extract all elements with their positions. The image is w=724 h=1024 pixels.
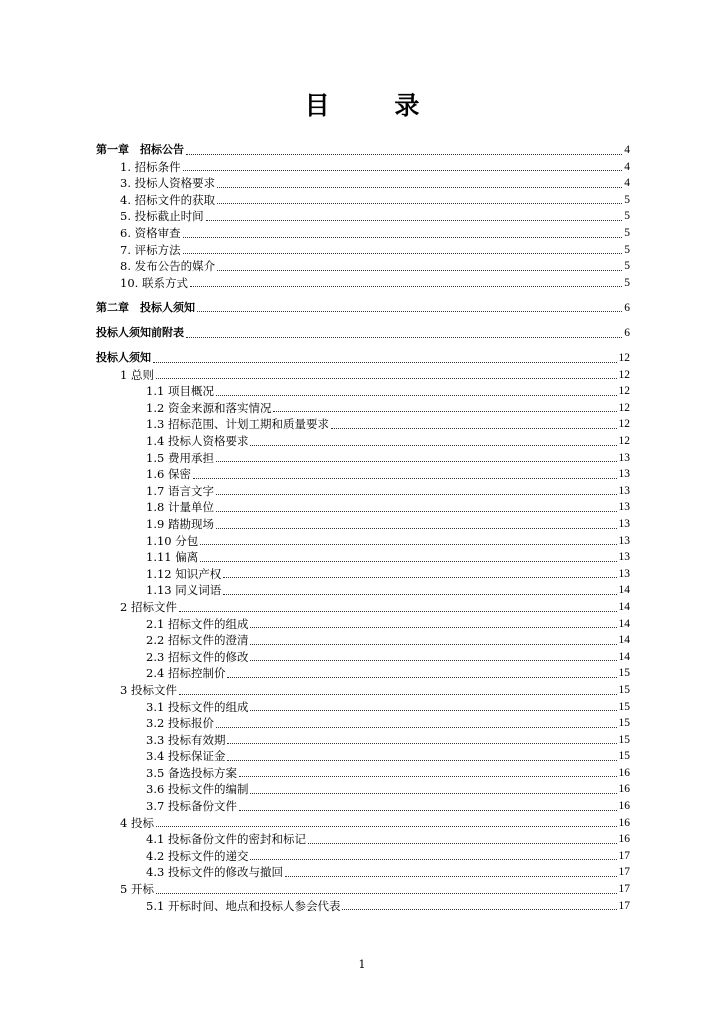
toc-entry-page: 16 xyxy=(618,833,630,846)
toc-entry-label: 4.3 投标文件的修改与撤回 xyxy=(146,865,283,880)
toc-entry-page: 14 xyxy=(618,617,630,630)
toc-entry-page: 4 xyxy=(624,160,630,173)
toc-entry[interactable] xyxy=(96,881,630,898)
toc-entry[interactable] xyxy=(96,732,630,749)
toc-dot-leader xyxy=(156,378,617,379)
toc-entry[interactable] xyxy=(96,798,630,815)
toc-entry[interactable] xyxy=(96,483,630,500)
toc-entry-page: 6 xyxy=(624,301,630,314)
toc-dot-leader xyxy=(250,859,616,860)
toc-entry-label: 1.12 知识产权 xyxy=(146,566,222,581)
toc-entry[interactable] xyxy=(96,225,630,242)
toc-entry-label: 1.5 费用承担 xyxy=(146,450,214,465)
toc-entry[interactable] xyxy=(96,549,630,566)
toc-dot-leader xyxy=(239,776,617,777)
toc-entry-page: 14 xyxy=(618,634,630,647)
toc-dot-leader xyxy=(179,611,617,612)
toc-entry-page: 12 xyxy=(618,435,630,447)
toc-entry-label: 3.3 投标有效期 xyxy=(146,732,226,747)
toc-entry-label: 1.7 语言文字 xyxy=(146,483,214,498)
toc-entry-page: 12 xyxy=(618,385,630,398)
toc-entry-page: 14 xyxy=(618,600,630,613)
toc-entry-page: 6 xyxy=(624,326,630,339)
toc-dot-leader xyxy=(217,203,622,204)
toc-entry-page: 13 xyxy=(618,551,630,564)
toc-entry[interactable] xyxy=(96,831,630,848)
toc-entry-page: 5 xyxy=(624,243,630,256)
toc-entry[interactable] xyxy=(96,208,630,225)
toc-dot-leader xyxy=(250,710,616,711)
toc-dot-leader xyxy=(186,337,622,338)
toc-entry[interactable] xyxy=(96,466,630,483)
toc-entry-label: 1.8 计量单位 xyxy=(146,500,214,515)
toc-entry-page: 15 xyxy=(618,667,630,680)
toc-dot-leader xyxy=(223,594,616,595)
toc-entry-label: 4.1 投标备份文件的密封和标记 xyxy=(146,832,306,847)
toc-entry-label: 2.1 招标文件的组成 xyxy=(146,616,249,631)
toc-dot-leader xyxy=(216,461,617,462)
toc-entry[interactable] xyxy=(96,616,630,633)
toc-entry[interactable] xyxy=(96,599,630,616)
toc-entry[interactable] xyxy=(96,765,630,782)
toc-entry-page: 17 xyxy=(618,849,630,862)
toc-dot-leader xyxy=(200,561,616,562)
toc-entry-page: 17 xyxy=(618,883,630,896)
toc-entry[interactable] xyxy=(96,665,630,682)
toc-dot-leader xyxy=(250,660,616,661)
table-of-contents xyxy=(96,142,630,914)
toc-entry[interactable] xyxy=(96,898,630,915)
toc-entry-label: 1.4 投标人资格要求 xyxy=(146,434,249,448)
toc-dot-leader xyxy=(227,677,616,678)
toc-entry-label: 7. 评标方法 xyxy=(120,242,181,257)
toc-dot-leader xyxy=(183,237,623,238)
toc-entry-label: 1.6 保密 xyxy=(146,467,191,482)
page-number: 1 xyxy=(358,958,366,971)
toc-entry-page: 13 xyxy=(618,468,630,481)
toc-dot-leader xyxy=(193,478,617,479)
toc-dot-leader xyxy=(308,843,617,844)
toc-entry-label: 1.3 招标范围、计划工期和质量要求 xyxy=(146,417,329,432)
toc-entry[interactable] xyxy=(96,300,630,317)
toc-dot-leader xyxy=(216,511,617,512)
toc-dot-leader xyxy=(206,220,623,221)
toc-entry-page: 15 xyxy=(618,750,630,763)
toc-entry-label: 4. 招标文件的获取 xyxy=(120,192,216,207)
toc-entry[interactable] xyxy=(96,516,630,533)
toc-entry-page: 12 xyxy=(618,401,630,414)
toc-entry-page: 17 xyxy=(618,866,630,879)
toc-entry-label: 1.2 资金来源和落实情况 xyxy=(146,400,272,415)
toc-entry-label: 1.11 偏离 xyxy=(146,550,199,565)
toc-entry-label: 3.5 备选投标方案 xyxy=(146,765,237,780)
toc-entry-page: 4 xyxy=(624,144,630,156)
toc-entry[interactable] xyxy=(96,649,630,666)
toc-dot-leader xyxy=(156,826,617,827)
toc-entry-label: 3.1 投标文件的组成 xyxy=(146,699,249,714)
toc-entry-page: 5 xyxy=(624,226,630,239)
toc-entry-page: 12 xyxy=(618,352,630,365)
toc-entry-label: 1.13 同义词语 xyxy=(146,583,222,598)
toc-entry-page: 13 xyxy=(618,484,630,497)
toc-dot-leader xyxy=(197,311,622,312)
toc-entry-page: 15 xyxy=(618,733,630,746)
toc-entry-page: 16 xyxy=(618,783,630,796)
toc-entry-label: 10. 联系方式 xyxy=(120,275,188,290)
toc-dot-leader xyxy=(331,428,617,429)
toc-entry-label: 1.10 分包 xyxy=(146,533,199,548)
toc-entry[interactable] xyxy=(96,864,630,881)
toc-dot-leader xyxy=(200,544,616,545)
toc-entry-label: 1.9 踏勘现场 xyxy=(146,516,214,531)
toc-entry-page: 12 xyxy=(618,418,630,431)
toc-dot-leader xyxy=(273,411,616,412)
toc-dot-leader xyxy=(250,445,616,446)
toc-entry-page: 16 xyxy=(618,816,630,829)
toc-entry-label: 第二章 投标人须知 xyxy=(96,300,195,314)
toc-entry-label: 3.6 投标文件的编制 xyxy=(146,782,249,797)
toc-entry-page: 13 xyxy=(618,567,630,580)
toc-entry-page: 16 xyxy=(618,766,630,779)
toc-entry-label: 第一章 招标公告 xyxy=(96,143,184,156)
toc-dot-leader xyxy=(156,893,617,894)
toc-entry-page: 12 xyxy=(618,368,630,381)
toc-dot-leader xyxy=(186,154,622,155)
page-title: 目 录 xyxy=(304,91,448,120)
toc-entry[interactable] xyxy=(96,632,630,649)
toc-entry[interactable] xyxy=(96,350,630,367)
toc-dot-leader xyxy=(217,270,622,271)
toc-entry-label: 投标人须知 xyxy=(96,351,151,365)
toc-entry-label: 3 投标文件 xyxy=(120,682,177,697)
toc-entry[interactable] xyxy=(96,159,630,176)
toc-entry-page: 14 xyxy=(618,650,630,663)
toc-entry[interactable] xyxy=(96,192,630,209)
toc-entry-label: 3.7 投标备份文件 xyxy=(146,799,237,814)
toc-entry[interactable] xyxy=(96,715,630,732)
toc-dot-leader xyxy=(285,876,617,877)
toc-entry[interactable] xyxy=(96,533,630,550)
toc-entry-label: 1. 招标条件 xyxy=(120,159,181,174)
toc-entry[interactable] xyxy=(96,499,630,516)
toc-entry-label: 8. 发布公告的媒介 xyxy=(120,259,216,274)
toc-entry-label: 投标人须知前附表 xyxy=(96,325,184,339)
toc-entry[interactable] xyxy=(96,175,630,192)
toc-dot-leader xyxy=(216,494,617,495)
toc-entry-label: 3.2 投标报价 xyxy=(146,716,214,731)
toc-dot-leader xyxy=(250,793,616,794)
toc-entry-page: 5 xyxy=(624,276,630,289)
toc-entry-label: 4 投标 xyxy=(120,815,154,830)
toc-entry[interactable] xyxy=(96,258,630,275)
toc-entry[interactable] xyxy=(96,383,630,400)
toc-dot-leader xyxy=(227,743,616,744)
toc-dot-leader xyxy=(216,528,617,529)
toc-entry-page: 13 xyxy=(618,501,630,514)
toc-entry-label: 2.4 招标控制价 xyxy=(146,666,226,681)
toc-entry-page: 13 xyxy=(618,517,630,530)
toc-dot-leader xyxy=(223,577,616,578)
toc-entry-page: 16 xyxy=(618,800,630,813)
toc-entry[interactable] xyxy=(96,400,630,417)
toc-entry[interactable] xyxy=(96,367,630,384)
toc-entry[interactable] xyxy=(96,416,630,433)
toc-entry[interactable] xyxy=(96,433,630,450)
toc-entry-label: 2.3 招标文件的修改 xyxy=(146,649,249,664)
toc-entry-label: 3. 投标人资格要求 xyxy=(120,176,216,191)
toc-dot-leader xyxy=(183,170,623,171)
toc-dot-leader xyxy=(250,627,616,628)
toc-entry-label: 1.1 项目概况 xyxy=(146,384,214,399)
toc-entry[interactable] xyxy=(96,748,630,765)
toc-dot-leader xyxy=(216,727,617,728)
toc-entry-page: 14 xyxy=(618,584,630,597)
toc-entry-page: 4 xyxy=(624,177,630,190)
toc-dot-leader xyxy=(183,253,623,254)
toc-entry[interactable] xyxy=(96,699,630,716)
toc-entry-page: 5 xyxy=(624,260,630,273)
toc-entry-page: 13 xyxy=(618,451,630,464)
toc-entry-page: 5 xyxy=(624,210,630,223)
toc-entry[interactable] xyxy=(96,325,630,342)
toc-entry[interactable] xyxy=(96,815,630,832)
toc-entry-label: 6. 资格审查 xyxy=(120,225,181,240)
toc-dot-leader xyxy=(153,362,617,363)
toc-entry-label: 4.2 投标文件的递交 xyxy=(146,848,249,863)
toc-dot-leader xyxy=(217,187,622,188)
toc-entry-label: 1 总则 xyxy=(120,367,154,382)
toc-entry-label: 3.4 投标保证金 xyxy=(146,749,226,764)
toc-dot-leader xyxy=(190,286,622,287)
toc-entry[interactable] xyxy=(96,450,630,467)
toc-entry-label: 5.1 开标时间、地点和投标人参会代表 xyxy=(146,898,341,913)
toc-dot-leader xyxy=(239,810,617,811)
toc-entry[interactable] xyxy=(96,566,630,583)
toc-entry-page: 13 xyxy=(618,534,630,547)
toc-entry[interactable] xyxy=(96,848,630,865)
toc-entry-page: 17 xyxy=(618,899,630,912)
toc-entry[interactable] xyxy=(96,682,630,699)
toc-entry-label: 2 招标文件 xyxy=(120,599,177,614)
toc-entry[interactable] xyxy=(96,242,630,259)
toc-entry-page: 15 xyxy=(618,717,630,730)
toc-dot-leader xyxy=(179,694,617,695)
toc-dot-leader xyxy=(216,395,617,396)
toc-dot-leader xyxy=(342,909,616,910)
toc-entry[interactable] xyxy=(96,275,630,292)
toc-entry-page: 15 xyxy=(618,683,630,696)
toc-entry-page: 5 xyxy=(624,193,630,206)
toc-entry[interactable] xyxy=(96,582,630,599)
toc-dot-leader xyxy=(250,644,616,645)
toc-entry[interactable] xyxy=(96,142,630,159)
toc-entry-label: 5 开标 xyxy=(120,882,154,897)
toc-entry-label: 5. 投标截止时间 xyxy=(120,209,204,224)
toc-entry-label: 2.2 招标文件的澄清 xyxy=(146,633,249,648)
toc-entry[interactable] xyxy=(96,781,630,798)
toc-entry-page: 15 xyxy=(618,700,630,713)
toc-dot-leader xyxy=(227,760,616,761)
